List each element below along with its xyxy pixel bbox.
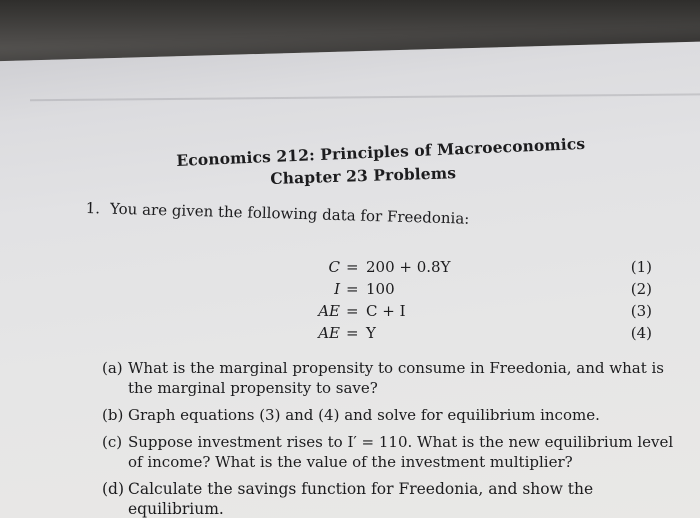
equation-rhs: 200 + 0.8Y (366, 258, 451, 276)
equation-sign: = (346, 302, 359, 320)
question-label: (a) (102, 359, 123, 377)
equation-number: (2) (630, 280, 652, 298)
problem-number: 1. (85, 199, 101, 218)
question-item (102, 358, 682, 398)
question-label: (c) (102, 433, 123, 451)
equation-number: (1) (630, 258, 652, 276)
document-subtitle: Chapter 23 Problems (270, 163, 457, 188)
equation-lhs: AE (318, 302, 340, 320)
problem-intro-text: You are given the following data for Freedonia: (109, 199, 470, 228)
equation-sign: = (346, 324, 359, 342)
question-item (102, 479, 682, 518)
question-item (102, 405, 682, 425)
equation-lhs: C (328, 258, 340, 276)
equation-block (292, 258, 652, 346)
question-text: Graph equations (3) and (4) and solve for equilibrium income. (128, 406, 600, 424)
question-list (102, 358, 682, 518)
question-text: Suppose investment rises to I′ = 110. What is the new equilibrium level of income? What is the value of the investment multiplier? (128, 433, 674, 471)
equation-rhs: 100 (366, 280, 395, 298)
question-label: (b) (102, 406, 124, 424)
equation-sign: = (346, 280, 359, 298)
document-title: Economics 212: Principles of Macroeconomics (176, 133, 586, 170)
equation-number: (4) (630, 324, 652, 342)
equation-number: (3) (630, 302, 652, 320)
question-label: (d) (102, 480, 125, 498)
equation-rhs: Y (366, 324, 376, 342)
equation-lhs: AE (318, 324, 340, 342)
problem-intro (85, 199, 469, 228)
equation-row (292, 324, 652, 346)
question-text: What is the marginal propensity to consume in Freedonia, and what is the marginal propensity to save? (128, 359, 665, 397)
equation-sign: = (346, 258, 359, 276)
equation-row (292, 280, 652, 302)
equation-row (292, 258, 652, 280)
question-text: Calculate the savings function for Freedonia, and show the equilibrium. (128, 480, 594, 518)
equation-rhs: C + I (366, 302, 406, 320)
equation-row (292, 302, 652, 324)
question-item (102, 432, 682, 472)
equation-lhs: I (334, 280, 340, 298)
